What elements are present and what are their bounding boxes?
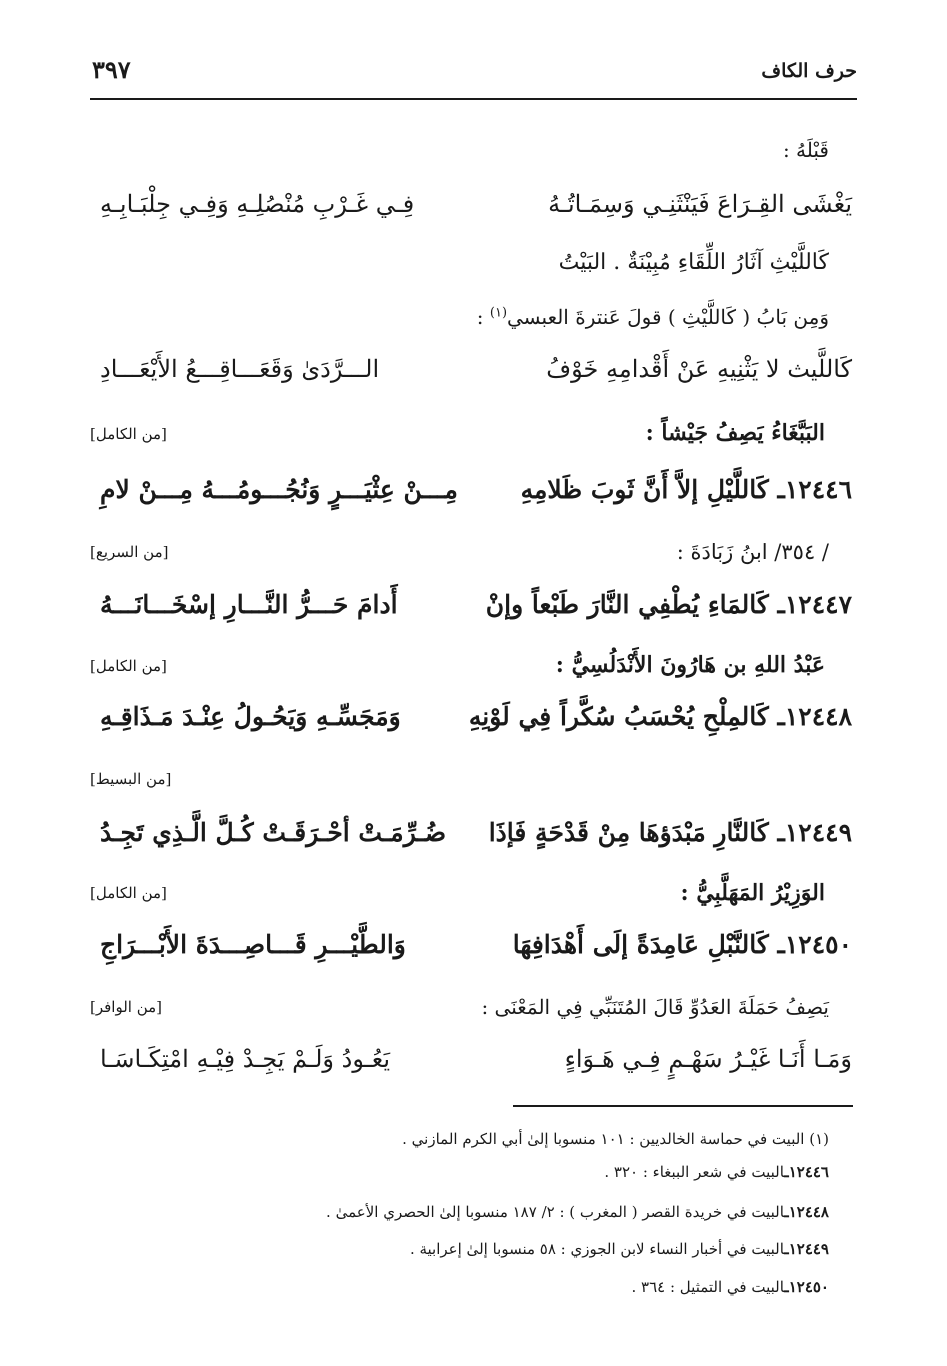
verse-12447-second-hemistich: أَدامَ حَـــرُّ النَّـــارِ إسْخَـــانَـــهُ bbox=[100, 590, 398, 619]
verse-12447-first-hemistich bbox=[486, 590, 852, 619]
meter-label-3: [من الكامل] bbox=[90, 657, 167, 675]
meter-label-4: [من البسيط] bbox=[90, 770, 172, 788]
footnote-12449 bbox=[410, 1240, 829, 1258]
verse-12450-second-hemistich: وَالطَّيْـــرِ قَـــاصِـــدَةَ الأَبْـــرَاجِ bbox=[100, 930, 406, 959]
verse-12449 bbox=[100, 818, 852, 847]
meter-label-1: [من الكامل] bbox=[90, 425, 167, 443]
footnote-rule bbox=[513, 1105, 853, 1107]
verse-12446-second-hemistich: مِـــنْ عِثْيَـــرٍ وَنُجُـــومُـــهُ مِـــنْ لامِ bbox=[100, 475, 458, 504]
footnote-12449-number: ١٢٤٤٩ـ bbox=[784, 1240, 829, 1258]
verse-2-first-hemistich: كَاللَّيث لا يَثْنِيهِ عَنْ أَقْدامِهِ خَوْفُ bbox=[546, 355, 852, 383]
attribution-1-text: وَمِن بَابُ ( كَاللَّيْثِ ) قولَ عَنترةَ العبسي bbox=[507, 305, 829, 329]
verse-12448-first-hemistich bbox=[469, 702, 852, 731]
footnote-12450-text: البيت في التمثيل : ٣٦٤ . bbox=[631, 1278, 785, 1296]
verse-last-first-hemistich: وَمَـا أَنَـا غَيْـرُ سَهْـمٍ فِـي هَـوَاءٍ bbox=[564, 1045, 852, 1073]
reference-1: / ٣٥٤/ ابنُ زَبَادَةَ : bbox=[676, 540, 829, 564]
footnote-12448-number: ١٢٤٤٨ـ bbox=[784, 1203, 829, 1221]
footnote-12450-number: ١٢٤٥٠ـ bbox=[784, 1278, 829, 1296]
verse-12446-number: ١٢٤٤٦ـ bbox=[777, 475, 852, 504]
footnote-12446-number: ١٢٤٤٦ـ bbox=[784, 1163, 829, 1181]
meter-label-6: [من الوافر] bbox=[90, 998, 163, 1016]
footnote-12450 bbox=[632, 1278, 830, 1296]
verse-12450-number: ١٢٤٥٠ـ bbox=[777, 930, 852, 959]
chapter-title: حرف الكاف bbox=[761, 60, 857, 82]
meter-label-2: [من السريع] bbox=[90, 543, 169, 561]
verse-2-second-hemistich: الـــرَّدَىٰ وَقَعَـــاقِـــعُ الأَيْعَـــادِ bbox=[100, 355, 380, 383]
footnote-12446-text: البيت في شعر الببغاء : ٣٢٠ . bbox=[604, 1163, 785, 1181]
intro-label: قَبْلَهُ : bbox=[782, 138, 829, 162]
attribution-1 bbox=[477, 305, 829, 329]
verse-12448-number: ١٢٤٤٨ـ bbox=[777, 702, 852, 731]
verse-12447 bbox=[100, 590, 852, 619]
verse-12447-first-text: كَالمَاءِ يُطْفِي النَّارَ طَبْعاً وإنْ bbox=[485, 590, 769, 619]
verse-1-second-hemistich: فِـي غَـرْبِ مُنْصُلِـهِ وَفِـي جِلْبَـابِـهِ bbox=[100, 190, 415, 218]
footnote-12448-text: البيت في خريدة القصر ( المغرب ) : ٢/ ١٨٧ منسوبا إلىٰ الحصري الأعمىٰ . bbox=[326, 1203, 785, 1221]
verse-12449-first-hemistich bbox=[489, 818, 852, 847]
footnote-marker-1: (١) bbox=[489, 305, 508, 321]
attribution-2: يَصِفُ حَمَلَةَ العَدُوِّ قَالَ المُتَنَبِّي فِي المَعْنَى : bbox=[481, 995, 829, 1019]
verse-last bbox=[100, 1045, 852, 1073]
verse-12448-second-hemistich: وَمَجَسِّـهِ وَيَحُـولُ عِنْـدَ مَـذَاقِـهِ bbox=[100, 702, 401, 731]
verse-12448 bbox=[100, 702, 852, 731]
verse-12446 bbox=[100, 475, 852, 504]
verse-1 bbox=[100, 190, 852, 218]
verse-12450-first-text: كَالنَّبْلِ عَامِدَةً إلَى أَهْدَافِهَا bbox=[512, 930, 769, 959]
attribution-1-colon: : bbox=[476, 305, 490, 329]
verse-12449-first-text: كَالنَّارِ مَبْدَؤهَا مِنْ قَدْحَةٍ فَإذَا bbox=[488, 818, 769, 847]
verse-12448-first-text: كَالمِلْحِ يُحْسَبُ سُكَّراً فِي لَوْنِهِ bbox=[468, 702, 769, 731]
verse-12446-first-text: كَاللَّيْلِ إلاَّ أَنَّ ثَوبَ ظَلامِهِ bbox=[520, 475, 769, 504]
header-rule bbox=[90, 98, 857, 100]
verse-12450 bbox=[100, 930, 852, 959]
verse-1-first-hemistich: يَغْشَى القِـرَاعَ فَيَنْثَنِـي وَسِمَـاتُـهُ bbox=[548, 190, 852, 218]
footnote-1: (١) البيت في حماسة الخالديين : ١٠١ منسوبا إلىٰ أبي الكرم المازني . bbox=[402, 1130, 829, 1148]
verse-last-second-hemistich: يَعُـودُ وَلَـمْ يَجِـدْ فِيْـهِ امْتِكَـاسَـا bbox=[100, 1045, 391, 1073]
verse-12449-second-hemistich: ضُـرِّمَـتْ أحْـرَقَـتْ كُـلَّ الَّـذِي تَجِـدُ bbox=[100, 818, 447, 847]
verse-12446-first-hemistich bbox=[521, 475, 852, 504]
verse-12450-first-hemistich bbox=[513, 930, 852, 959]
footnote-12449-text: البيت في أخبار النساء لابن الجوزي : ٥٨ منسوبا إلىٰ إعرابية . bbox=[409, 1240, 785, 1258]
footnote-12446 bbox=[604, 1163, 829, 1181]
meter-label-5: [من الكامل] bbox=[90, 884, 167, 902]
verse-2 bbox=[100, 355, 852, 383]
poet-3: الوَزِيْرُ المَهَلَّبِيُّ : bbox=[680, 880, 825, 906]
verse-1-continuation: كَاللَّيْثِ آثَارُ اللِّقَاءِ مُبِيْنَةٌ . البَيْتُ bbox=[558, 250, 829, 275]
poet-1: البَبَّغَاءُ يَصِفُ جَيْشاً : bbox=[645, 420, 825, 446]
poet-2: عَبْدُ اللهِ بن هَارُونَ الأَنْدَلُسِيُّ : bbox=[555, 652, 825, 678]
footnote-12448 bbox=[326, 1203, 829, 1221]
verse-12449-number: ١٢٤٤٩ـ bbox=[777, 818, 852, 847]
page-number: ٣٩٧ bbox=[92, 55, 131, 84]
verse-12447-number: ١٢٤٤٧ـ bbox=[777, 590, 852, 619]
